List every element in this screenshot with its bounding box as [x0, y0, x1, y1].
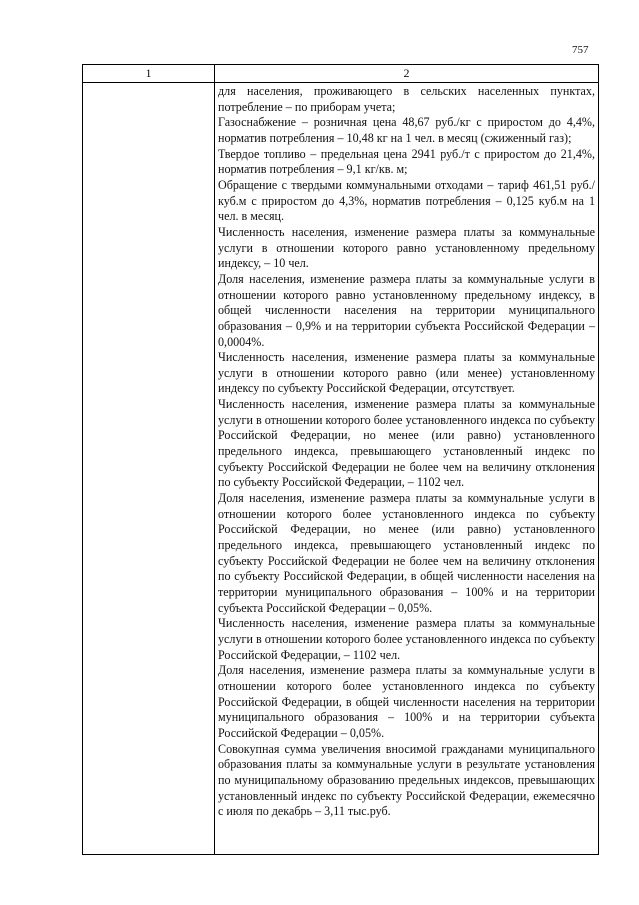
table-header-row [83, 65, 598, 83]
column-1-cell [83, 83, 215, 854]
paragraph-share-equal-limit: Доля населения, изменение размера платы за коммунальные услуги в отношении которого равно установленному предельному индексу, в общей численности населения на территории муниципального образования – 0,9% и на территории субъекта Российской Федерации – 0,0004%. [218, 271, 595, 349]
page-number: 757 [572, 44, 589, 56]
paragraph-solid-fuel: Твердое топливо – предельная цена 2941 руб./т с приростом до 21,4%, норматив потребления – 9,1 кг/кв. м; [218, 146, 595, 177]
paragraph-rural-consumption: для населения, проживающего в сельских населенных пунктах, потребление – по приборам учета; [218, 84, 595, 114]
column-2-cell [215, 83, 598, 854]
paragraph-share-above-index: Доля населения, изменение размера платы за коммунальные услуги в отношении которого более установленного индекса по субъекту Российской Федерации, в общей численности населения на территории муниципального образования – 100% и на территории субъекта Российской Федерации – 0,05%. [218, 663, 595, 740]
paragraph-total-increase: Совокупная сумма увеличения вносимой гражданами муниципального образования платы за коммунальные услуги в результате установления по муниципальному образованию предельных индексов, превышающих установленный индекс по субъекту Российской Федерации, ежемесячно с июля по декабрь – 3,11 тыс.руб. [218, 741, 595, 819]
paragraph-waste-management: Обращение с твердыми коммунальными отходами – тариф 461,51 руб./куб.м с приростом до 4,3%, норматив потребления – 0,125 куб.м на 1 чел. в месяц. [218, 177, 595, 224]
column-header-2: 2 [403, 66, 410, 80]
paragraph-gas-supply: Газоснабжение – розничная цена 48,67 руб./кг с приростом до 4,4%, норматив потребления – 10,48 кг на 1 чел. в месяц (сжиженный газ); [218, 115, 595, 145]
table-body-row [83, 83, 598, 854]
paragraph-population-within-deviation: Численность населения, изменение размера платы за коммунальные услуги в отношении которого более установленного индекса по субъекту Российской Федерации, но менее (или равно) установленного предельного индекса, превышающего установленный индекс по субъекту Российской Федерации не более чем на величину отклонения по субъекту Российской Федерации, – 1102 чел. [218, 397, 595, 490]
paragraph-share-within-deviation: Доля населения, изменение размера платы за коммунальные услуги в отношении которого более установленного индекса по субъекту Российской Федерации, но менее (или равно) установленного предельного индекса, превышающего установленный индекс по субъекту Российской Федерации не более чем на величину отклонения по субъекту Российской Федерации, в общей численности населения на территории муниципального образования – 100% и на территории субъекта Российской Федерации – 0,05%. [218, 491, 595, 615]
paragraph-population-equal-limit: Численность населения, изменение размера платы за коммунальные услуги в отношении которого равно установленному предельному индексу, – 10 чел. [218, 224, 595, 271]
column-header-1: 1 [83, 65, 215, 82]
paragraph-population-above-index: Численность населения, изменение размера платы за коммунальные услуги в отношении которого более установленного индекса по субъекту Российской Федерации, – 1102 чел. [218, 616, 595, 662]
paragraph-population-below-index: Численность населения, изменение размера платы за коммунальные услуги в отношении которого равно (или менее) установленному индексу по субъекту Российской Федерации, отсутствует. [218, 350, 595, 396]
document-table [82, 64, 599, 855]
